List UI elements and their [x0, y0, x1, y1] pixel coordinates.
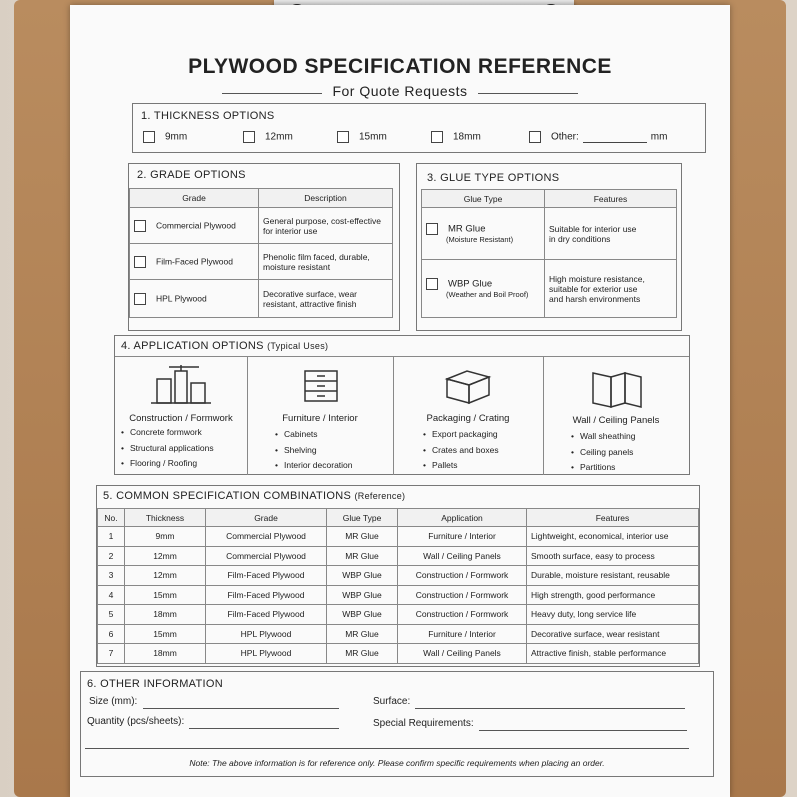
thickness-option[interactable]: 15mm: [337, 131, 387, 143]
special-requirements-field[interactable]: [479, 730, 687, 731]
column-header: Features: [527, 509, 699, 527]
cabinet-icon: [301, 369, 341, 405]
crate-icon: [443, 369, 493, 405]
grade-desc: General purpose, cost-effective for interior use: [259, 208, 393, 244]
grade-table: [129, 188, 393, 318]
table-cell: HPL Plywood: [206, 644, 327, 664]
table-cell: Smooth surface, easy to process: [527, 546, 699, 566]
reference-note: Note: The above information is for reference only. Please confirm specific requirements when placing an order.: [189, 758, 605, 768]
combinations-section: [96, 485, 700, 667]
thickness-option[interactable]: 18mm: [431, 131, 481, 143]
table-cell: 1: [98, 527, 125, 547]
table-cell: 15mm: [125, 585, 206, 605]
spec-sheet: [70, 5, 730, 797]
column-header: Glue Type: [422, 190, 545, 208]
table-cell: Commercial Plywood: [206, 527, 327, 547]
column-header: Description: [259, 189, 393, 208]
glue-table: [421, 189, 677, 318]
column-header: Application: [398, 509, 527, 527]
application-title: Furniture / Interior: [282, 413, 358, 424]
grade-option[interactable]: Film-Faced Plywood: [130, 244, 259, 280]
grade-desc: Decorative surface, wear resistant, attractive finish: [259, 280, 393, 318]
table-cell: Heavy duty, long service life: [527, 605, 699, 625]
application-list: • Cabinets • Shelving • Interior decoration: [275, 427, 353, 474]
page-subtitle: For Quote Requests: [332, 83, 468, 99]
table-cell: Construction / Formwork: [398, 585, 527, 605]
column-header: No.: [98, 509, 125, 527]
table-cell: 4: [98, 585, 125, 605]
column-header: Grade: [206, 509, 327, 527]
table-row: [98, 585, 699, 605]
column-header: Thickness: [125, 509, 206, 527]
application-title: Construction / Formwork: [129, 413, 233, 424]
section-heading: 6. OTHER INFORMATION: [87, 678, 223, 690]
thickness-other-option[interactable]: Other: mm: [529, 131, 667, 143]
table-row: [98, 644, 699, 664]
column-header: Features: [545, 190, 677, 208]
grade-desc: Phenolic film faced, durable, moisture resistant: [259, 244, 393, 280]
checkbox[interactable]: [431, 131, 443, 143]
table-cell: Film-Faced Plywood: [206, 566, 327, 586]
glue-option[interactable]: WBP Glue (Weather and Boil Proof): [422, 260, 545, 318]
section-heading: 3. GLUE TYPE OPTIONS: [427, 172, 560, 184]
quantity-label: Quantity (pcs/sheets):: [87, 716, 185, 727]
application-title: Packaging / Crating: [426, 413, 510, 424]
thickness-section: [132, 103, 706, 153]
checkbox[interactable]: [143, 131, 155, 143]
table-row: [98, 546, 699, 566]
application-list: • Concrete formwork • Structural applications • Flooring / Roofing: [121, 425, 214, 472]
table-cell: MR Glue: [327, 624, 398, 644]
section-heading: 5. COMMON SPECIFICATION COMBINATIONS (Reference): [103, 490, 406, 502]
application-title: Wall / Ceiling Panels: [572, 415, 660, 426]
table-cell: Attractive finish, stable performance: [527, 644, 699, 664]
table-cell: HPL Plywood: [206, 624, 327, 644]
checkbox[interactable]: [337, 131, 349, 143]
table-cell: MR Glue: [327, 527, 398, 547]
quantity-field[interactable]: [189, 728, 339, 729]
application-section: [114, 335, 690, 475]
table-cell: High strength, good performance: [527, 585, 699, 605]
checkbox[interactable]: [529, 131, 541, 143]
table-cell: Furniture / Interior: [398, 527, 527, 547]
table-cell: Construction / Formwork: [398, 566, 527, 586]
construction-icon: [149, 365, 213, 405]
grade-option[interactable]: HPL Plywood: [130, 280, 259, 318]
table-row: [98, 605, 699, 625]
table-row: [98, 527, 699, 547]
table-cell: 15mm: [125, 624, 206, 644]
table-cell: Decorative surface, wear resistant: [527, 624, 699, 644]
table-cell: 9mm: [125, 527, 206, 547]
table-cell: 12mm: [125, 546, 206, 566]
grade-section: [128, 163, 400, 331]
application-list: • Wall sheathing • Ceiling panels • Partitions: [571, 429, 635, 476]
checkbox[interactable]: [243, 131, 255, 143]
table-row: [98, 624, 699, 644]
page-title: PLYWOOD SPECIFICATION REFERENCE: [188, 55, 612, 78]
combinations-table: [97, 508, 699, 664]
table-cell: WBP Glue: [327, 605, 398, 625]
checkbox[interactable]: [134, 256, 146, 268]
table-cell: WBP Glue: [327, 585, 398, 605]
divider: [478, 93, 578, 94]
extra-notes-field[interactable]: [85, 748, 689, 749]
checkbox[interactable]: [426, 223, 438, 235]
application-list: • Export packaging • Crates and boxes • Pallets: [423, 427, 499, 474]
table-cell: Wall / Ceiling Panels: [398, 546, 527, 566]
glue-option[interactable]: MR Glue (Moisture Resistant): [422, 208, 545, 260]
checkbox[interactable]: [134, 220, 146, 232]
surface-field[interactable]: [415, 708, 685, 709]
application-panels[interactable]: [543, 357, 689, 475]
table-cell: 2: [98, 546, 125, 566]
table-cell: 6: [98, 624, 125, 644]
table-cell: MR Glue: [327, 546, 398, 566]
glue-features: High moisture resistance, suitable for exterior use and harsh environments: [545, 260, 677, 318]
table-cell: Commercial Plywood: [206, 546, 327, 566]
table-cell: Durable, moisture resistant, reusable: [527, 566, 699, 586]
table-cell: 18mm: [125, 644, 206, 664]
table-row: [98, 566, 699, 586]
other-thickness-field[interactable]: [583, 142, 647, 143]
table-cell: WBP Glue: [327, 566, 398, 586]
table-cell: 7: [98, 644, 125, 664]
section-heading: 1. THICKNESS OPTIONS: [141, 110, 275, 122]
grade-option[interactable]: Commercial Plywood: [130, 208, 259, 244]
special-requirements-label: Special Requirements:: [373, 718, 474, 729]
checkbox[interactable]: [426, 278, 438, 290]
table-cell: 3: [98, 566, 125, 586]
size-field[interactable]: [143, 708, 339, 709]
application-construction[interactable]: [115, 357, 248, 475]
surface-label: Surface:: [373, 696, 411, 707]
table-cell: Wall / Ceiling Panels: [398, 644, 527, 664]
table-cell: 18mm: [125, 605, 206, 625]
table-cell: Construction / Formwork: [398, 605, 527, 625]
application-furniture[interactable]: [247, 357, 394, 475]
thickness-option[interactable]: 12mm: [243, 131, 293, 143]
application-packaging[interactable]: [393, 357, 544, 475]
panel-icon: [589, 369, 645, 409]
table-cell: Film-Faced Plywood: [206, 585, 327, 605]
table-cell: Film-Faced Plywood: [206, 605, 327, 625]
section-heading: 2. GRADE OPTIONS: [137, 169, 246, 181]
section-heading: 4. APPLICATION OPTIONS (Typical Uses): [121, 340, 329, 352]
column-header: Grade: [130, 189, 259, 208]
column-header: Glue Type: [327, 509, 398, 527]
checkbox[interactable]: [134, 293, 146, 305]
glue-section: [416, 163, 682, 331]
size-label: Size (mm):: [89, 696, 138, 707]
other-info-section: [80, 671, 714, 777]
table-cell: Furniture / Interior: [398, 624, 527, 644]
table-cell: 5: [98, 605, 125, 625]
glue-features: Suitable for interior use in dry conditions: [545, 208, 677, 260]
table-cell: MR Glue: [327, 644, 398, 664]
thickness-option[interactable]: 9mm: [143, 131, 187, 143]
table-cell: Lightweight, economical, interior use: [527, 527, 699, 547]
table-cell: 12mm: [125, 566, 206, 586]
